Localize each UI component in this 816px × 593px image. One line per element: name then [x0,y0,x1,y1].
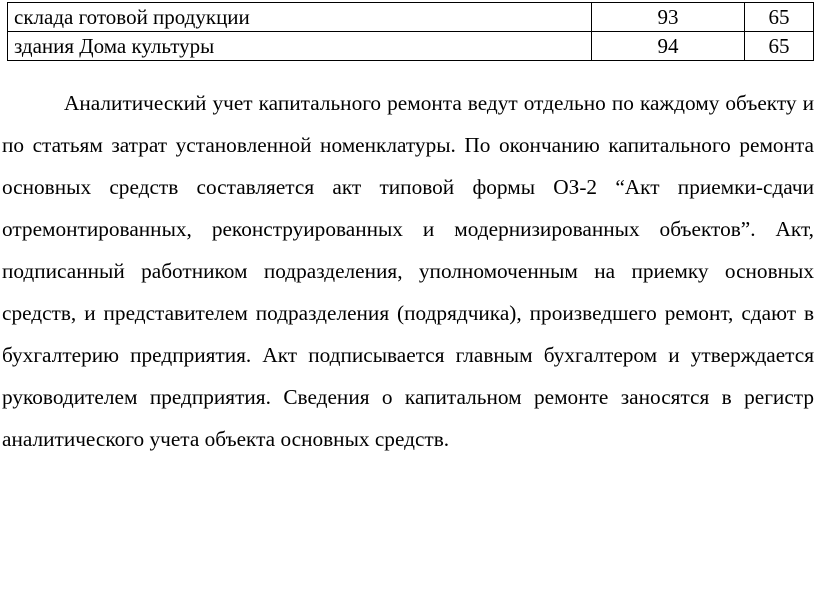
table-cell-value-1: 94 [592,32,745,61]
table-cell-name: склада готовой продукции [8,3,592,32]
table-row [8,32,814,61]
table-cell-value-2: 65 [745,32,814,61]
table-cell-name: здания Дома культуры [8,32,592,61]
table-row [8,3,814,32]
table-cell-value-1: 93 [592,3,745,32]
body-paragraph: Аналитический учет капитального ремонта ведут отдельно по каждому объекту и по статьям затрат установленной номенклатуры. По окончанию капитального ремонта основных средств составляется акт типовой формы ОЗ-2 “Акт приемки-сдачи отремонтированных, реконструированных и модернизированных объектов”. Акт, подписанный работником подразделения, уполномоченным на приемку основных средств, и представителем подразделения (подрядчика), произведшего ремонт, сдают в бухгалтерию предприятия. Акт подписывается главным бухгалтером и утверждается руководителем предприятия. Сведения о капитальном ремонте заносятся в регистр аналитического учета объекта основных средств. [2,91,814,451]
asset-repair-table [7,2,814,61]
table-cell-value-2: 65 [745,3,814,32]
